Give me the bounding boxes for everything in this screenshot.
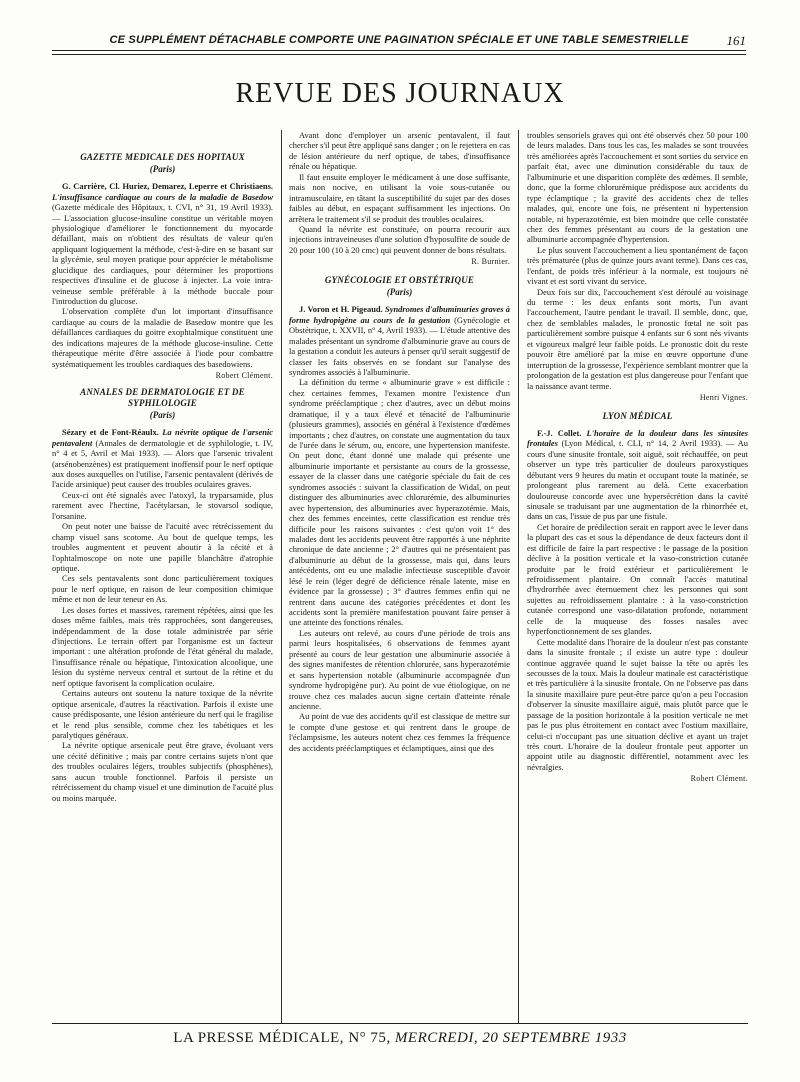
column-divider	[518, 130, 519, 1023]
abstract-paragraph: Avant donc d'employer un arsenic pentavalent, il faut chercher s'il peut être appliqué sans danger ; on le rejettera en cas de lésion antérieure du nerf optique, de tabes, d'insuffisance rénale ou hépatique.	[289, 130, 510, 172]
abstract-paragraph: Ces sels pentavalents sont donc particulièrement toxiques pour le nerf optique, en raison de leur composition chimique même et non de leur teneur en As.	[52, 573, 273, 605]
signature: Henri Vignes.	[699, 392, 748, 402]
article-title: La névrite optique de l'arsenic pentavalent	[52, 427, 273, 448]
article-authors: Sézary et de Font-Réaulx.	[62, 427, 159, 438]
abstract-paragraph	[527, 428, 748, 522]
column-3	[527, 130, 748, 1023]
column-divider	[281, 130, 282, 1023]
footer-issue: N° 75,	[348, 1030, 391, 1046]
footer-date: MERCREDI, 20 SEPTEMBRE 1933	[394, 1030, 627, 1046]
abstract-paragraph: Ceux-ci ont été signalés avec l'atoxyl, la tryparsamide, plus rarement avec l'hectine, l'acétylarsan, le stovarsol sodique, l'orsanine.	[52, 489, 273, 521]
section-title: ANNALES DE DERMATOLOGIE ET DE SYPHILOLOGIE	[80, 386, 245, 409]
footer-journal: LA PRESSE MÉDICALE,	[173, 1030, 345, 1046]
abstract-paragraph: Cet horaire de prédilection serait en rapport avec le lever dans la plupart des cas et sous la dépendance de deux facteurs dont il est difficile de faire la part respective : le passage de la position déclive à la position verticale et la vaso-constriction cutanée produite par le froid extérieur et particulièrement le refroidissement plantaire. On connaît l'accès matutinal d'hydrorrhée avec éternuement chez les personnes qui sont sujettes au refroidissement plantaire : à la vaso-constriction cutanée correspond une vaso-dilatation profonde, notamment celle de la muqueuse des fosses nasales avec hyperfonctionnement de ses glandes.	[527, 521, 748, 637]
abstract-paragraph: L'observation complète d'un lot important d'insuffisance cardiaque au cours de la maladie de Basedow montre que les défaillances cardiaques du goitre exophtalmique constituent une des indications majeures de la méthode glucose-insuline. Cette thérapeutique mérite d'être associée à l'iode pour combattre systématiquement les troubles cardiaques des basedowiens.	[52, 306, 273, 369]
abstract-paragraph: Le plus souvent l'accouchement a lieu spontanément de façon très prématurée (plus de quinze jours avant terme). Dans ces cas, l'enfant, de poids très inférieur à la normale, est toujours né vivant et est sorti vivant du service.	[527, 244, 748, 287]
signature: Robert Clément.	[690, 774, 748, 784]
page-footer	[52, 1023, 748, 1056]
section-city: (Paris)	[149, 164, 176, 175]
abstract-paragraph: Certains auteurs ont soutenu la nature toxique de la névrite optique arsenicale, d'autres la réactivation. Parfois il existe une cause prédisposante, une lésion antérieure du nerf qui le fragilise et le rend plus sensible, comme chez les tabétiques et les paralytiques généraux.	[52, 688, 273, 740]
article-authors: J. Voron et H. Pigeaud.	[299, 304, 383, 315]
abstract-paragraph: Les doses fortes et massives, rarement répétées, ainsi que les doses même faibles, mais très rapprochées, sont dangereuses, indépendamment de la dose totale administrée par série d'injections. Le terrain offert par l'organisme est un facteur important : une altération profonde de l'état général du malade, l'insuffisance rénale ou hépatique, l'intoxication alcoolique, une lésion du système nerveux central et surtout de la rétine et du nerf optique favorisent la complication oculaire.	[52, 604, 273, 688]
section-title: GYNÉCOLOGIE ET OBSTÉTRIQUE	[324, 275, 475, 286]
page-header	[52, 34, 746, 46]
abstract-paragraph: Cette modalité dans l'horaire de la douleur n'est pas constante dans la sinusite frontale ; il existe un autre type : douleur continue aggravée quand le sujet baisse la tête ou après les secousses de la toux. Mais la douleur matinale est caractéristique et très particulière à la sinusite frontale. On ne l'observe pas dans la sinusite maxillaire pure peut-être parce qu'on a peu l'occasion d'observer la sinusite maxillaire aiguë, mais plutôt parce que le passage de la position horizontale à la position verticale ne met pas le pus plus étroitement en contact avec l'ostium maxillaire, celui-ci n'occupant pas une situation déclive et ayant un trajet très court. L'horaire de la douleur frontale peut apporter un appoint utile au diagnostic différentiel, notamment avec les névralgies.	[527, 636, 748, 772]
section-city: (Paris)	[149, 410, 176, 421]
abstract-paragraph	[52, 181, 273, 306]
section-title: LYON MÉDICAL	[602, 410, 673, 421]
supplement-notice: CE SUPPLÉMENT DÉTACHABLE COMPORTE UNE PAGINATION SPÉCIALE ET UNE TABLE SEMESTRIELLE	[109, 34, 689, 46]
article-authors: F.-J. Collet.	[537, 427, 582, 438]
column-1	[52, 130, 273, 1039]
page-number: 161	[726, 33, 746, 48]
article-columns	[52, 130, 748, 1023]
article-text: (Annales de dermatologie et de syphilologie, t. IV, n° 4 et 5, Avril et Mai 1933). — Alors que l'arsenic trivalent (arsénobenzènes) est pratiquement inoffensif pour le nerf optique aux doses auxquelles on l'utilise, l'arsenic pentavalent (dérivés de l'acide arsinique) peut causer des troubles oculaires graves.	[52, 437, 273, 490]
signature: Robert Clément.	[215, 371, 273, 381]
section-title: GAZETTE MEDICALE DES HOPITAUX	[80, 152, 245, 162]
abstract-paragraph: La définition du terme « albuminurie grave » est difficile : chez certaines femmes, l'examen montre l'existence d'un syndrome prééclamptique ; chez d'autres, avec un début moins dramatique, il y a taux élevé et ténacité de l'albuminurie (plusieurs grammes), associés en général à l'existence d'œdèmes importants ; chez d'autres, on constate une augmentation du taux de l'urée dans le sérum, ou, encore, une hypertension manifeste. On peut donc, étant donné une malade qui présente une albuminurie importante et persistante au cours de la grossesse, essayer de la classer dans une catégorie spéciale du fait de ces syndromes associés : suivant la classification de Widal, on peut distinguer des albuminuries avec chlorurémie, des albuminuries avec hypertension, des albuminuries avec hyperazotémie. Mais, chez des femmes enceintes, cette classification est rendue très difficile pour les raisons suivantes : c'est qu'on voit 1° des malades dont les accidents peuvent être rapportés à une néphrite chronique de date ancienne ; 2° d'autres qui ne présentaient pas d'albuminurie au début de la grossesse, mais qui, dans leurs antécédents, ont eu une maladie infectieuse susceptible d'avoir lésé le rein (léger degré de déficience rénale latente, mise en évidence par la grossesse) ; 3° d'autres femmes enfin qui ne rentrent dans aucune des catégories précédentes et dont les accidents sont la première manifestation pouvant faire penser à une atteinte des fonctions rénales.	[289, 377, 510, 628]
article-text: (Lyon Médical, t. CLI, n° 14, 2 Avril 1933). — Au cours d'une sinusite frontale, soit aiguë, soit réchauffée, on peut observer un type très particulier de douleurs paroxystiques débutant vers 9 heures du matin et occupant toute la matinée, se prolongeant plus rarement au delà. Cette exacerbation douloureuse concorde avec une hypersécrétion dans la cavité sinusale se traduisant par une augmentation de la rhinorrhée et, dans un cas, l'issue de pus par une fistule.	[527, 438, 748, 522]
column-2	[289, 130, 510, 1023]
header-rule	[52, 50, 746, 55]
article-title: L'horaire de la douleur dans les sinusites frontales	[527, 427, 748, 449]
abstract-paragraph	[52, 427, 273, 490]
abstract-paragraph: Au point de vue des accidents qu'il est classique de mettre sur le compte d'une gestose et qui rentrent dans le groupe de l'éclampsisme, les auteurs notent chez ces femmes la fréquence des accidents prééclamptiques et éclamptiques, ainsi que des	[289, 711, 510, 753]
article-text: (Gynécologie et Obstétrique, t. XXVII, n° 4, Avril 1933). — L'étude attentive des malades présentant un syndrome d'albuminurie grave au cours de la gestation a conduit les auteurs à penser qu'il serait suggestif de classer les faits observés en se fondant sur l'analyse des syndromes associés à l'albuminurie.	[289, 314, 510, 377]
article-authors: G. Carrière, Cl. Huriez, Demarez, Leperre et Christiaens.	[62, 181, 273, 192]
abstract-paragraph: Quand la névrite est constituée, on pourra recourir aux injections intraveineuses d'une solution d'hyposulfite de soude de 20 pour 100 (10 à 20 cmc) qui peuvent donner de bons résultats.	[289, 223, 510, 255]
abstract-paragraph: Les auteurs ont relevé, au cours d'une période de trois ans parmi leurs hospitalisées, 6 observations de femmes ayant présenté au cours de leur gestation une albuminurie associée à des signes manifestes de rétention chlorurée, sans hyperazotémie et sans hypertension notable (albuminurie accompagnée d'un syndrome hydropigène pur). Au point de vue étiologique, on ne trouve chez ces malades aucun signe certain d'atteinte rénale ancienne.	[289, 627, 510, 711]
abstract-paragraph: La névrite optique arsenicale peut être grave, évoluant vers une cécité définitive ; mais par contre certains sujets n'ont que des troubles oculaires légers, troubles subjectifs (phosphènes), sans aucun trouble fonctionnel. Parfois il persiste un rétrécissement du champ visuel et une diminution de l'acuité plus ou moins marquée.	[52, 740, 273, 803]
signature: R. Burnier.	[471, 257, 510, 267]
article-text: (Gazette médicale des Hôpitaux, t. CVI, n° 31, 19 Avril 1933). — L'association glucose-insuline constitue un véritable moyen physiologique d'améliorer le fonctionnement du myocarde défaillant, mais on n'obtient des résultats de valeur qu'en appliquant logiquement la méthode, c'est-à-dire en se basant sur la glycémie, seul moyen pratique pour apprécier le métabolisme glucidique des cardiaques, pour déterminer les proportions respectives d'insuline et de glucose à injecter. La voie intra-veineuse semble préférable à la méthode buccale pour l'introduction du glucose.	[52, 202, 273, 307]
abstract-paragraph: troubles sensoriels graves qui ont été observés chez 50 pour 100 de leurs malades. Dans tous les cas, les malades se sont trouvées très améliorées après l'accouchement et sont sorties du service en parfait état, avec une diminution considérable du taux de l'albuminurie et une disparition complète des œdèmes. Il semble, donc, que la forme chlorurémique prédispose aux accidents du type éclamptique ; la gravité des accidents chez de telles malades, qui, encore une fois, ne présentent ni hypertension notable, ni hyperazotémie, est bien moindre que celle constatée chez des femmes présentant au cours de la gestation une albuminurie accompagnée d'hypertension.	[527, 130, 748, 245]
abstract-paragraph: Deux fois sur dix, l'accouchement s'est déroulé au voisinage du terme : les deux enfants sont morts, l'un avant l'accouchement, l'autre pendant le travail. Il semble, donc, que, chez de semblables malades, le pronostic fœtal ne soit pas particulièrement sombre puisque 4 enfants sur 6 sont nés vivants et vigoureux malgré leur faible poids. Le pronostic doit du reste pouvoir être amélioré par la mise en œuvre opportune d'une interruption de la grossesse, l'expérience semblant montrer que la prolongation de la gestation est plus dangereuse pour l'enfant que la naissance avant terme.	[527, 286, 748, 391]
abstract-paragraph: On peut noter une baisse de l'acuité avec rétrécissement du champ visuel sans scotome. Au bout de quelque temps, les troubles augmentent et peuvent aboutir à la cécité et à l'ophtalmoscope on note une papille blanchâtre d'atrophie optique.	[52, 521, 273, 573]
abstract-paragraph	[289, 304, 510, 377]
article-title: L'insuffisance cardiaque au cours de la maladie de Basedow	[52, 191, 273, 202]
abstract-paragraph: Il faut ensuite employer le médicament à une dose suffisante, mais non nocive, en utilisant la voie sous-cutanée ou intramusculaire, en tâtant la susceptibilité du sujet par des doses faibles au début, en espaçant suffisamment les injections. On arrêtera le traitement s'il se produit des troubles oculaires.	[289, 171, 510, 224]
article-title: Syndromes d'albuminuries graves à forme hydropigène au cours de la gestation	[289, 304, 510, 325]
masthead-title: REVUE DES JOURNAUX	[235, 78, 565, 109]
section-city: (Paris)	[386, 287, 413, 298]
